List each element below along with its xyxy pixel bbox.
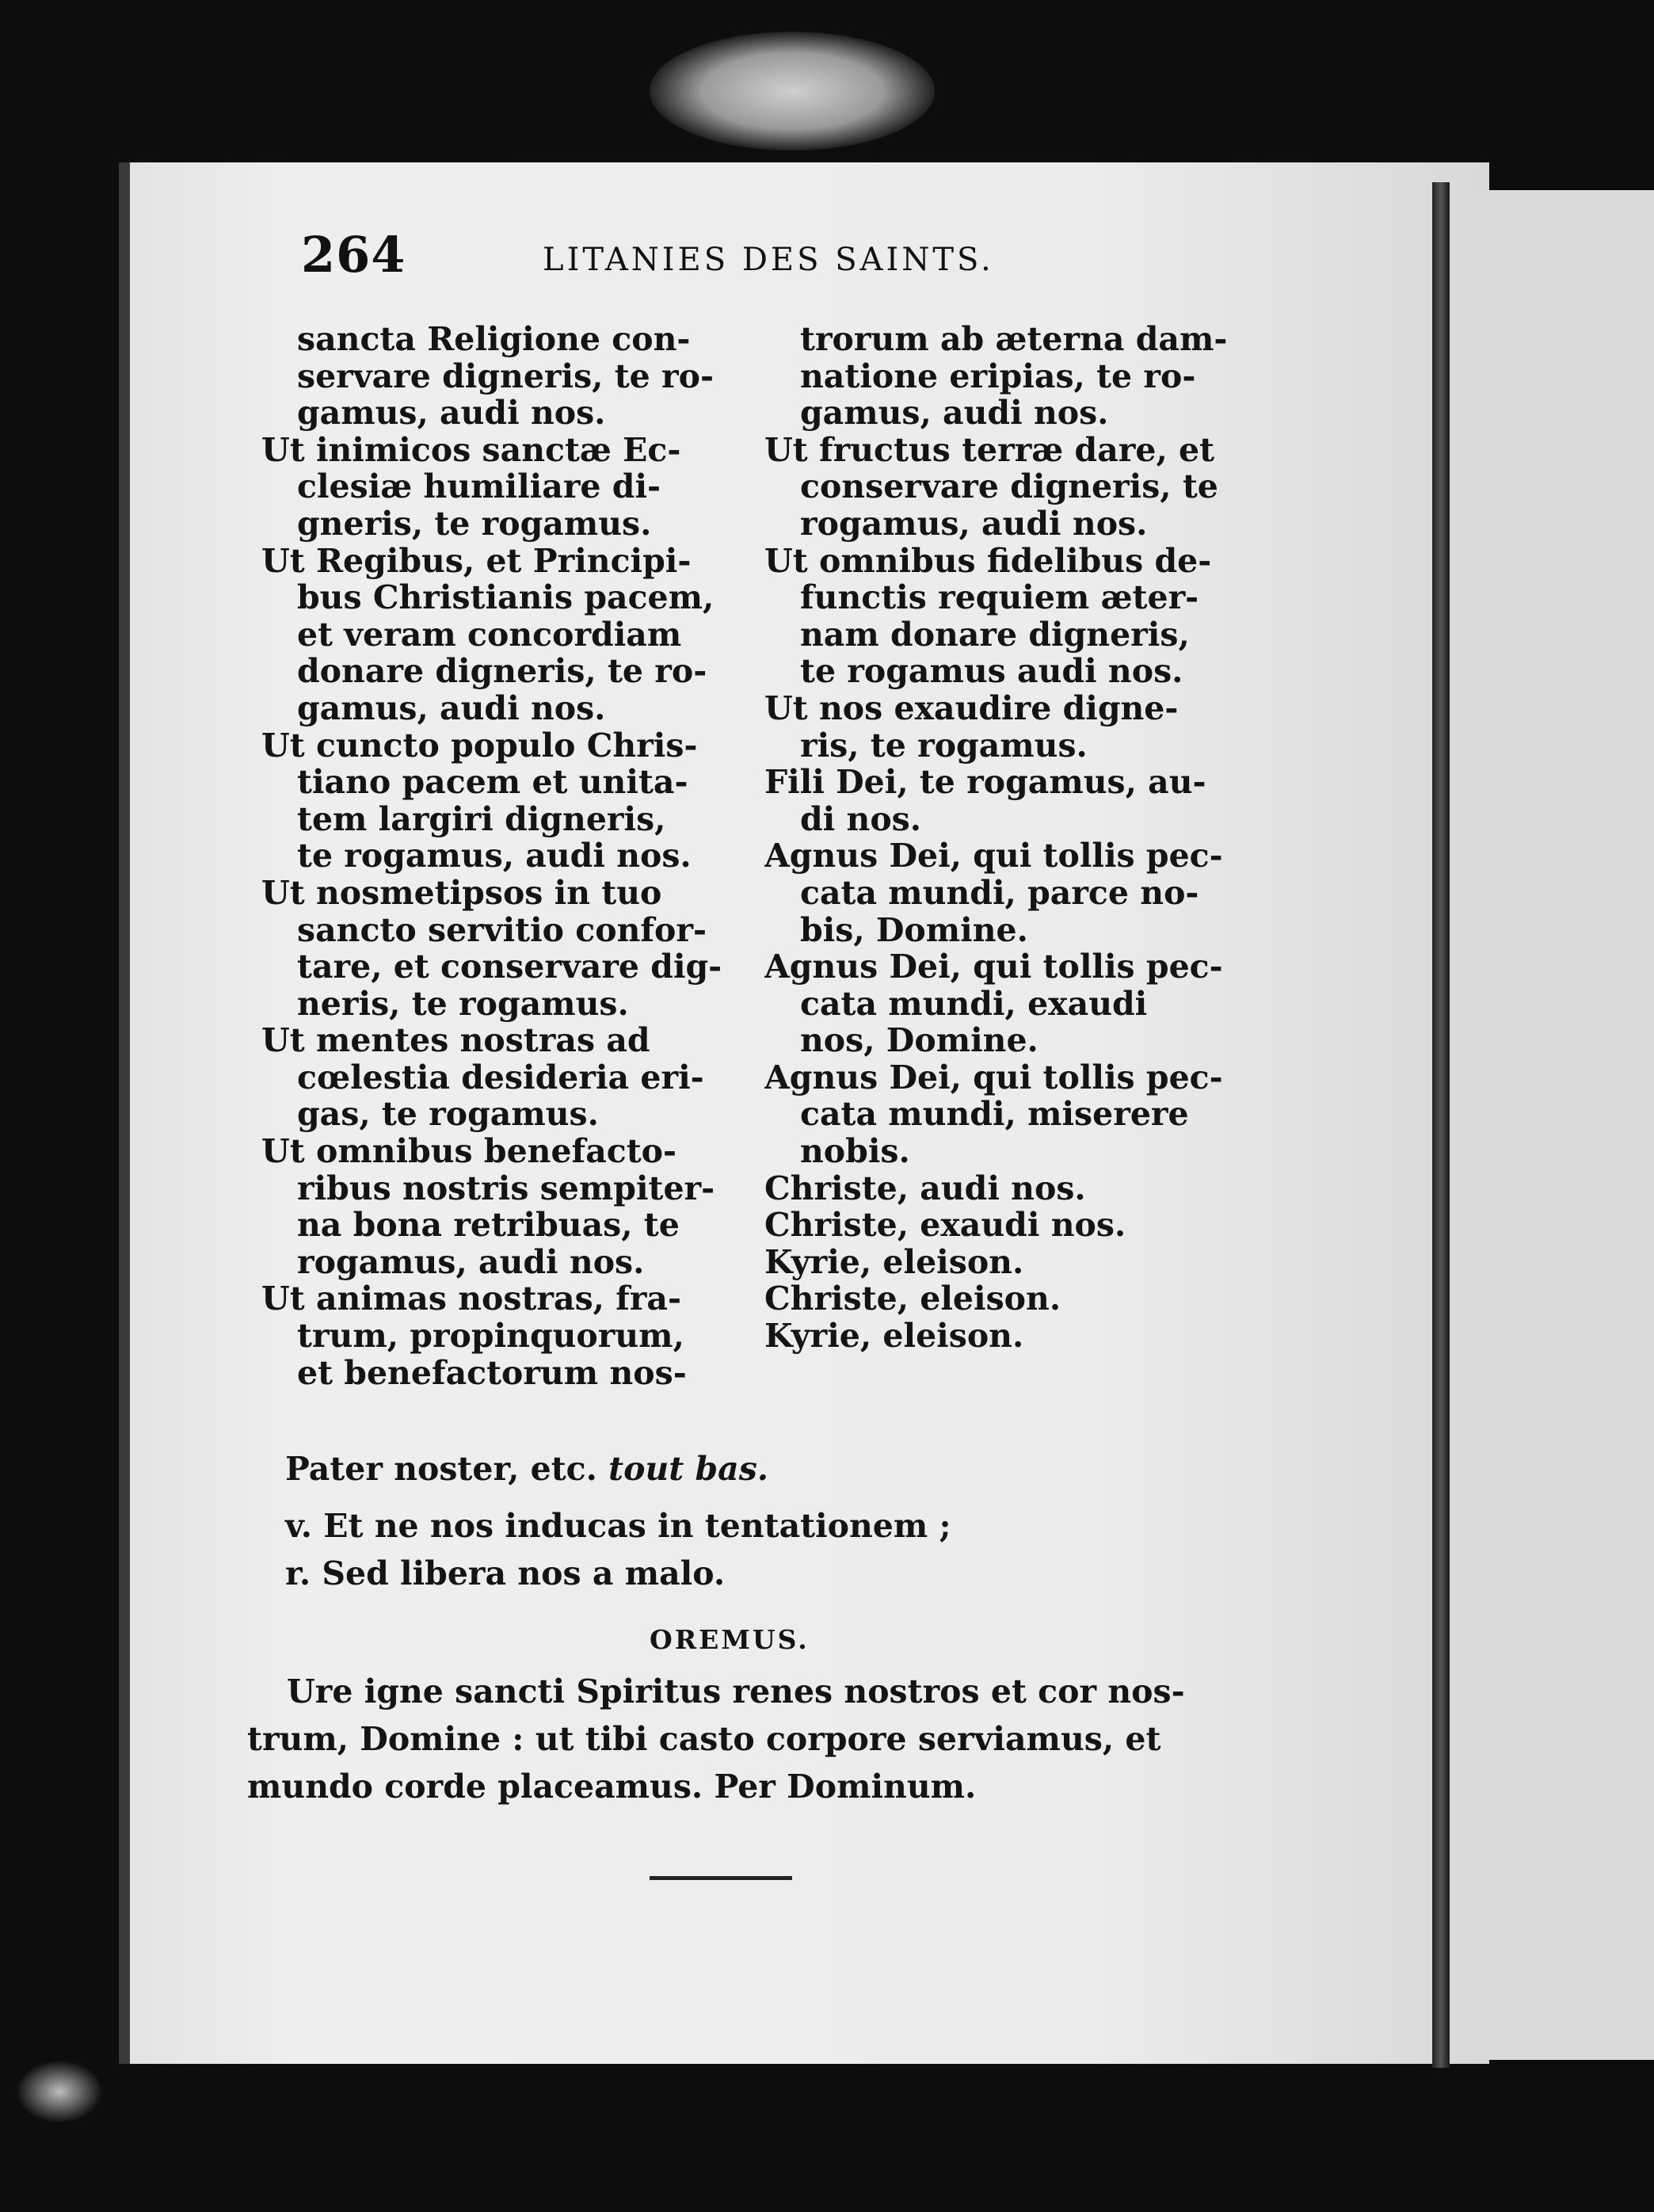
prayer-line: trum, Domine : ut tibi casto corpore serviamus, et — [247, 1720, 1161, 1758]
text-line: Kyrie, eleison. — [764, 1318, 1024, 1355]
text-line: cata mundi, miserere — [800, 1096, 1189, 1134]
text-line: gamus, audi nos. — [800, 395, 1109, 432]
text-line: Kyrie, eleison. — [764, 1243, 1024, 1281]
text-line: clesiæ humiliare di- — [297, 468, 661, 505]
rubric-tout-bas: tout bas. — [608, 1450, 769, 1488]
text-line: bus Christianis pacem, — [297, 579, 715, 616]
text-line: na bona retribuas, te — [297, 1207, 680, 1244]
text-line: rogamus, audi nos. — [297, 1243, 645, 1281]
text-line: Christe, eleison. — [764, 1280, 1061, 1318]
text-line: Agnus Dei, qui tollis pec- — [764, 837, 1223, 875]
text-line: trorum ab æterna dam- — [800, 321, 1228, 358]
page-number: 264 — [301, 226, 406, 284]
text-line: tare, et conservare dig- — [297, 948, 722, 986]
text-line: Ut mentes nostras ad — [261, 1022, 650, 1059]
pater-text: Pater noster, etc. — [285, 1450, 597, 1488]
text-line: Ut animas nostras, fra- — [261, 1280, 682, 1318]
book-gutter — [1432, 182, 1450, 2068]
text-line: Christe, audi nos. — [764, 1169, 1086, 1207]
text-line: te rogamus audi nos. — [800, 653, 1183, 690]
text-line: et benefactorum nos- — [297, 1354, 687, 1392]
text-line: bis, Domine. — [800, 911, 1028, 949]
text-line: di nos. — [800, 800, 922, 838]
page-header — [186, 226, 1422, 297]
text-line: sancto servitio confor- — [297, 911, 707, 949]
text-line: conservare digneris, te — [800, 468, 1218, 505]
text-line: nam donare digneris, — [800, 616, 1190, 654]
prayer-paragraph — [247, 1668, 1214, 1810]
left-column — [261, 321, 753, 1391]
text-line: neris, te rogamus. — [297, 985, 629, 1023]
text-line: cata mundi, parce no- — [800, 874, 1199, 912]
text-line: Ut omnibus fidelibus de- — [764, 542, 1212, 580]
text-line: ris, te rogamus. — [800, 727, 1088, 765]
text-line: natione eripias, te ro- — [800, 357, 1196, 395]
text-line: gas, te rogamus. — [297, 1096, 599, 1134]
text-line: functis requiem æter- — [800, 579, 1199, 616]
text-line: gneris, te rogamus. — [297, 505, 652, 543]
text-line: trum, propinquorum, — [297, 1318, 684, 1355]
prayer-line: Ure igne sancti Spiritus renes nostros et cor nos- — [287, 1672, 1185, 1710]
text-line: Ut omnibus benefacto- — [261, 1133, 677, 1170]
text-line: Ut fructus terræ dare, et — [764, 431, 1215, 469]
text-line: ribus nostris sempiter- — [297, 1169, 715, 1207]
text-line: nobis. — [800, 1133, 910, 1170]
text-line: Ut cuncto populo Chris- — [261, 727, 698, 765]
versicle: v. Et ne nos inducas in tentationem ; — [285, 1507, 951, 1545]
text-line: nos, Domine. — [800, 1022, 1039, 1059]
stain-mark — [16, 2060, 103, 2123]
text-line: Ut nos exaudire digne- — [764, 689, 1179, 727]
text-line: Ut Regibus, et Principi- — [261, 542, 692, 580]
text-line: Agnus Dei, qui tollis pec- — [764, 1058, 1223, 1096]
right-column — [764, 321, 1248, 1355]
text-line: servare digneris, te ro- — [297, 357, 714, 395]
text-line: tiano pacem et unita- — [297, 764, 688, 801]
text-line: Ut inimicos sanctæ Ec- — [261, 431, 681, 469]
text-line: gamus, audi nos. — [297, 395, 606, 432]
section-rule — [650, 1876, 792, 1880]
oremus-heading: OREMUS. — [650, 1624, 810, 1655]
text-line: rogamus, audi nos. — [800, 505, 1148, 543]
text-line: cata mundi, exaudi — [800, 985, 1148, 1023]
pater-noster-line — [285, 1450, 1315, 1488]
text-line: te rogamus, audi nos. — [297, 837, 692, 875]
text-line: Fili Dei, te rogamus, au- — [764, 764, 1206, 801]
response: r. Sed libera nos a malo. — [285, 1554, 726, 1592]
prayer-line: mundo corde placeamus. Per Dominum. — [247, 1768, 977, 1806]
text-line: gamus, audi nos. — [297, 689, 606, 727]
text-line: Agnus Dei, qui tollis pec- — [764, 948, 1223, 986]
text-line: tem largiri digneris, — [297, 800, 666, 838]
facing-page-edge — [1450, 190, 1654, 2060]
text-line: sancta Religione con- — [297, 321, 691, 358]
text-line: Ut nosmetipsos in tuo — [261, 874, 662, 912]
text-line: cœlestia desideria eri- — [297, 1058, 704, 1096]
text-line: Christe, exaudi nos. — [764, 1207, 1126, 1244]
text-line: et veram concordiam — [297, 616, 682, 654]
text-line: donare digneris, te ro- — [297, 653, 707, 690]
running-title: LITANIES DES SAINTS. — [543, 242, 994, 278]
stain-mark — [650, 32, 935, 151]
